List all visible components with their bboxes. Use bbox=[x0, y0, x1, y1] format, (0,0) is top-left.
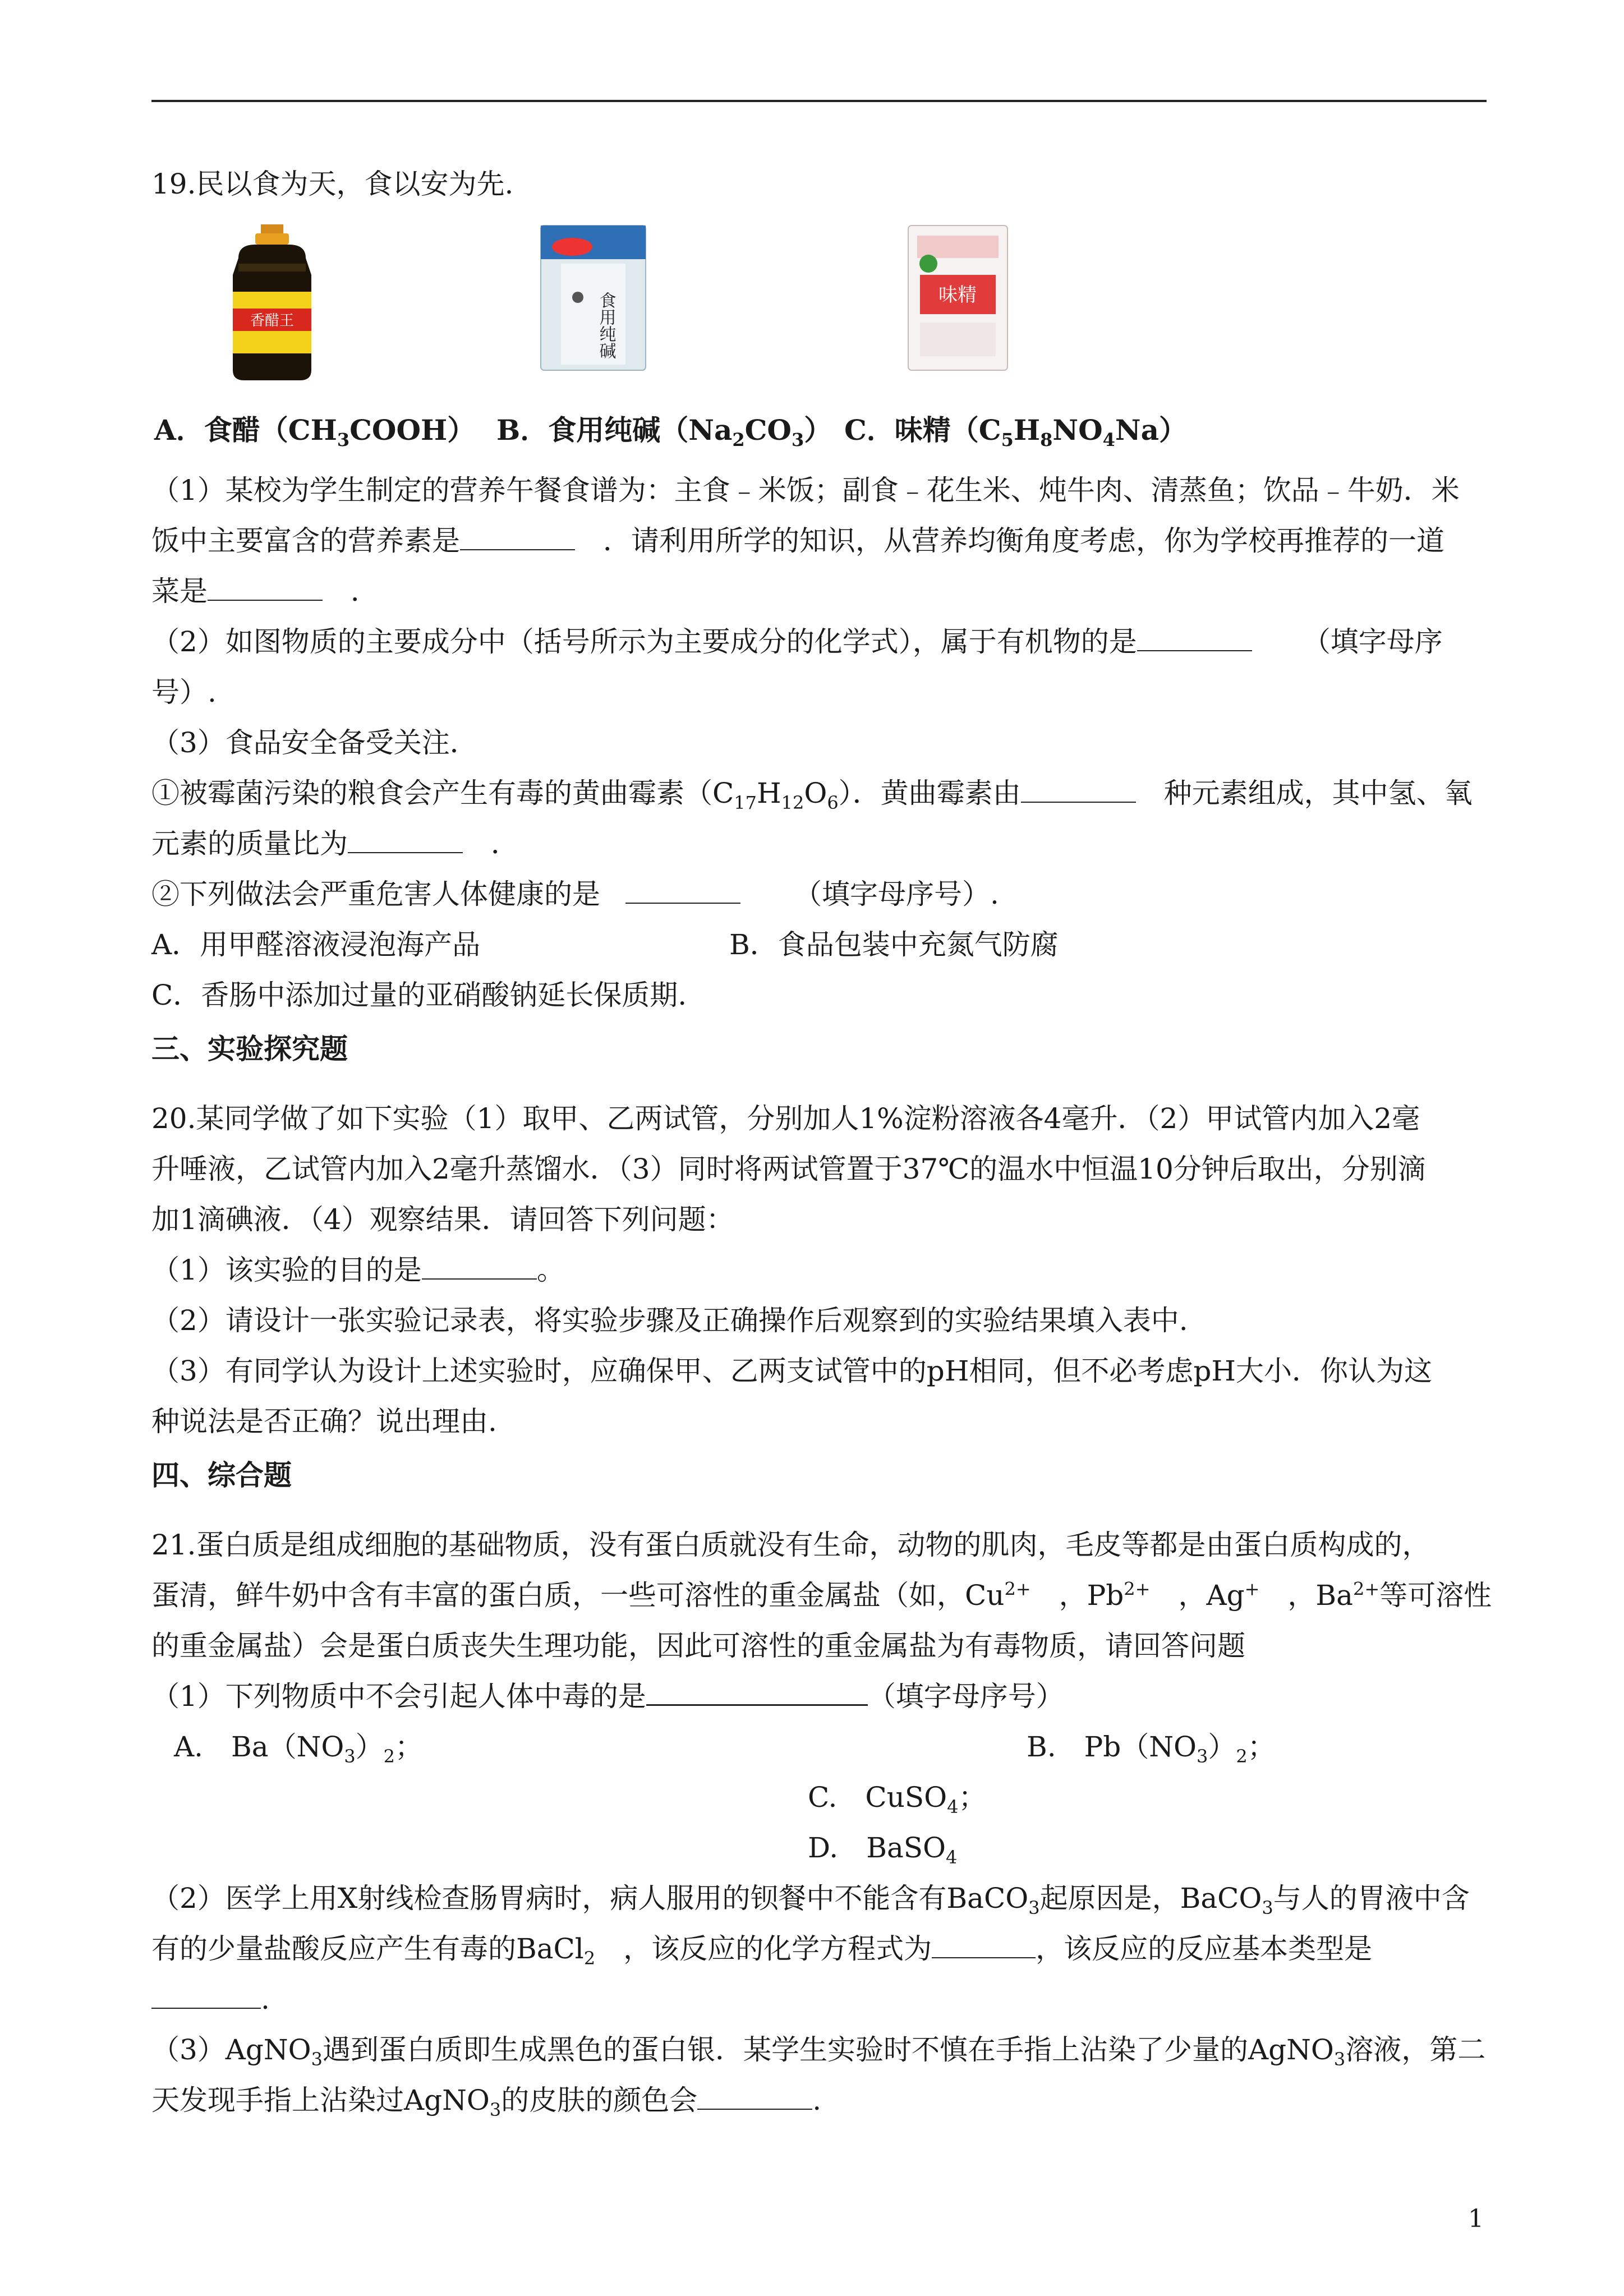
answer-blank[interactable] bbox=[422, 1253, 537, 1280]
answer-blank[interactable] bbox=[348, 826, 463, 853]
q19-option-b: B．食品包装中充氮气防腐 bbox=[729, 928, 1059, 961]
soda-bag-image bbox=[539, 224, 648, 371]
q20-line1: 20.某同学做了如下实验（1）取甲、乙两试管，分别加人1%淀粉溶液各4毫升．（2）甲试管内加入2毫 bbox=[151, 1102, 1420, 1135]
q20-p3-line2: 种说法是否正确？说出理由. bbox=[151, 1405, 497, 1438]
q19-p1-line2: 饭中主要富含的营养素是 ．请利用所学的知识，从营养均衡角度考虑，你为学校再推荐的一道 bbox=[151, 524, 1444, 557]
answer-blank[interactable] bbox=[697, 2083, 812, 2110]
q19-option-a: A．用甲醛溶液浸泡海产品 bbox=[151, 928, 481, 961]
answer-blank[interactable] bbox=[1021, 776, 1136, 803]
q21-option-b: B. $Pb(NO_3)_2$； bbox=[1027, 1731, 1276, 1767]
vinegar-label-text: 香醋王 bbox=[250, 312, 295, 329]
answer-blank[interactable] bbox=[460, 523, 575, 550]
msg-bag-image bbox=[906, 224, 1010, 371]
caption-b: B．食用纯碱$(Na_2CO_3)$ bbox=[496, 413, 832, 450]
q19-p3a-line1: ①被霉菌污染的粮食会产生有毒的黄曲霉素$(C_{17}H_{12}O_6)$．黄曲霉素由 种元素组成，其中氢、氧 bbox=[151, 777, 1473, 813]
soda-label-text: 食用纯碱 bbox=[596, 292, 616, 359]
q20-p2: （2）请设计一张实验记录表，将实验步骤及正确操作后观察到的实验结果填入表中. bbox=[151, 1304, 1188, 1337]
caption-c: C．味精$(C_5H_8NO_4Na)$ bbox=[844, 413, 1188, 450]
q21-p3-line2: 天发现手指上沾染过AgNO$_3$的皮肤的颜色会 . bbox=[151, 2084, 822, 2120]
q21-p3-line1: （3）AgNO$_3$遇到蛋白质即生成黑色的蛋白银．某学生实验时不慎在手指上沾染了少量的AgNO$_3$溶液，第二 bbox=[151, 2033, 1486, 2070]
section-3-heading: 三、实验探究题 bbox=[151, 1032, 348, 1065]
q21-line1: 21.蛋白质是组成细胞的基础物质，没有蛋白质就没有生命，动物的肌肉，毛皮等都是由蛋白质构成的， bbox=[151, 1529, 1430, 1561]
answer-blank[interactable] bbox=[208, 574, 323, 601]
answer-blank[interactable] bbox=[1137, 624, 1252, 651]
header-rule bbox=[151, 100, 1487, 102]
vinegar-bottle-image bbox=[216, 224, 328, 381]
q19-p2-line2: 号）. bbox=[151, 676, 217, 708]
q20-line3: 加1滴碘液．（4）观察结果．请回答下列问题： bbox=[151, 1203, 734, 1236]
msg-label-text: 味精 bbox=[938, 284, 977, 306]
q19-p1-line3: 菜是 ． bbox=[151, 575, 379, 608]
answer-blank[interactable] bbox=[625, 877, 740, 904]
answer-blank[interactable] bbox=[646, 1678, 868, 1706]
q21-p1: （1）下列物质中不会引起人体中毒的是 （填字母序号） bbox=[151, 1678, 1064, 1714]
q20-p3-line1: （3）有同学认为设计上述实验时，应确保甲、乙两支试管中的pH相同，但不必考虑pH大小．你认为这 bbox=[151, 1355, 1433, 1387]
q21-p2-line2: 有的少量盐酸反应产生有毒的BaCl$_2$ ，该反应的化学方程式为 ，该反应的反应基本类型是 bbox=[151, 1932, 1373, 1969]
section-4-heading: 四、综合题 bbox=[151, 1458, 292, 1492]
q19-p3: （3）食品安全备受关注． bbox=[151, 726, 478, 759]
answer-blank[interactable] bbox=[932, 1931, 1036, 1958]
page-number: 1 bbox=[1468, 2205, 1484, 2233]
q21-option-c: C. CuSO$_4$； bbox=[808, 1781, 987, 1818]
q20-p1: （1）该实验的目的是 。 bbox=[151, 1254, 565, 1286]
q19-option-c: C．香肠中添加过量的亚硝酸钠延长保质期. bbox=[151, 979, 687, 1011]
q19-intro: 19.民以食为天，食以安为先. bbox=[151, 168, 514, 200]
q21-line2: 蛋清，鲜牛奶中含有丰富的蛋白质，一些可溶性的重金属盐（如，$Cu^{2+}$ ，$Pb^{2+}$ ，Ag+ ，$Ba^{2+}$等可溶性 bbox=[151, 1578, 1492, 1612]
q21-p2-line1: （2）医学上用X射线检查肠胃病时，病人服用的钡餐中不能含有BaCO$_3$起原因是，BaCO$_3$与人的胃液中含 bbox=[151, 1882, 1470, 1918]
q20-line2: 升唾液，乙试管内加入2毫升蒸馏水．（3）同时将两试管置于37℃的温水中恒温10分钟后取出，分别滴 bbox=[151, 1153, 1426, 1185]
q21-line3: 的重金属盐）会是蛋白质丧失生理功能，因此可溶性的重金属盐为有毒物质，请回答问题 bbox=[151, 1630, 1245, 1662]
caption-a: A．食醋$(CH_3COOH)$ bbox=[154, 413, 476, 450]
q19-p3a-line2: 元素的质量比为 ． bbox=[151, 827, 519, 860]
q19-p3b: ②下列做法会严重危害人体健康的是 （填字母序号）. bbox=[151, 878, 999, 910]
q21-p2-line3: . bbox=[151, 1981, 270, 2017]
q21-option-d: D. BaSO$_4$ bbox=[808, 1832, 958, 1868]
q21-option-a: A. $Ba(NO_3)_2$； bbox=[174, 1731, 424, 1767]
answer-blank[interactable] bbox=[151, 1982, 261, 2009]
q19-p1-line1: （1）某校为学生制定的营养午餐食谱为：主食﹣米饭；副食﹣花生米、炖牛肉、清蒸鱼；饮品﹣牛奶．米 bbox=[151, 474, 1460, 507]
q19-p2-line1: （2）如图物质的主要成分中（括号所示为主要成分的化学式），属于有机物的是 （填字母序 bbox=[151, 625, 1443, 658]
